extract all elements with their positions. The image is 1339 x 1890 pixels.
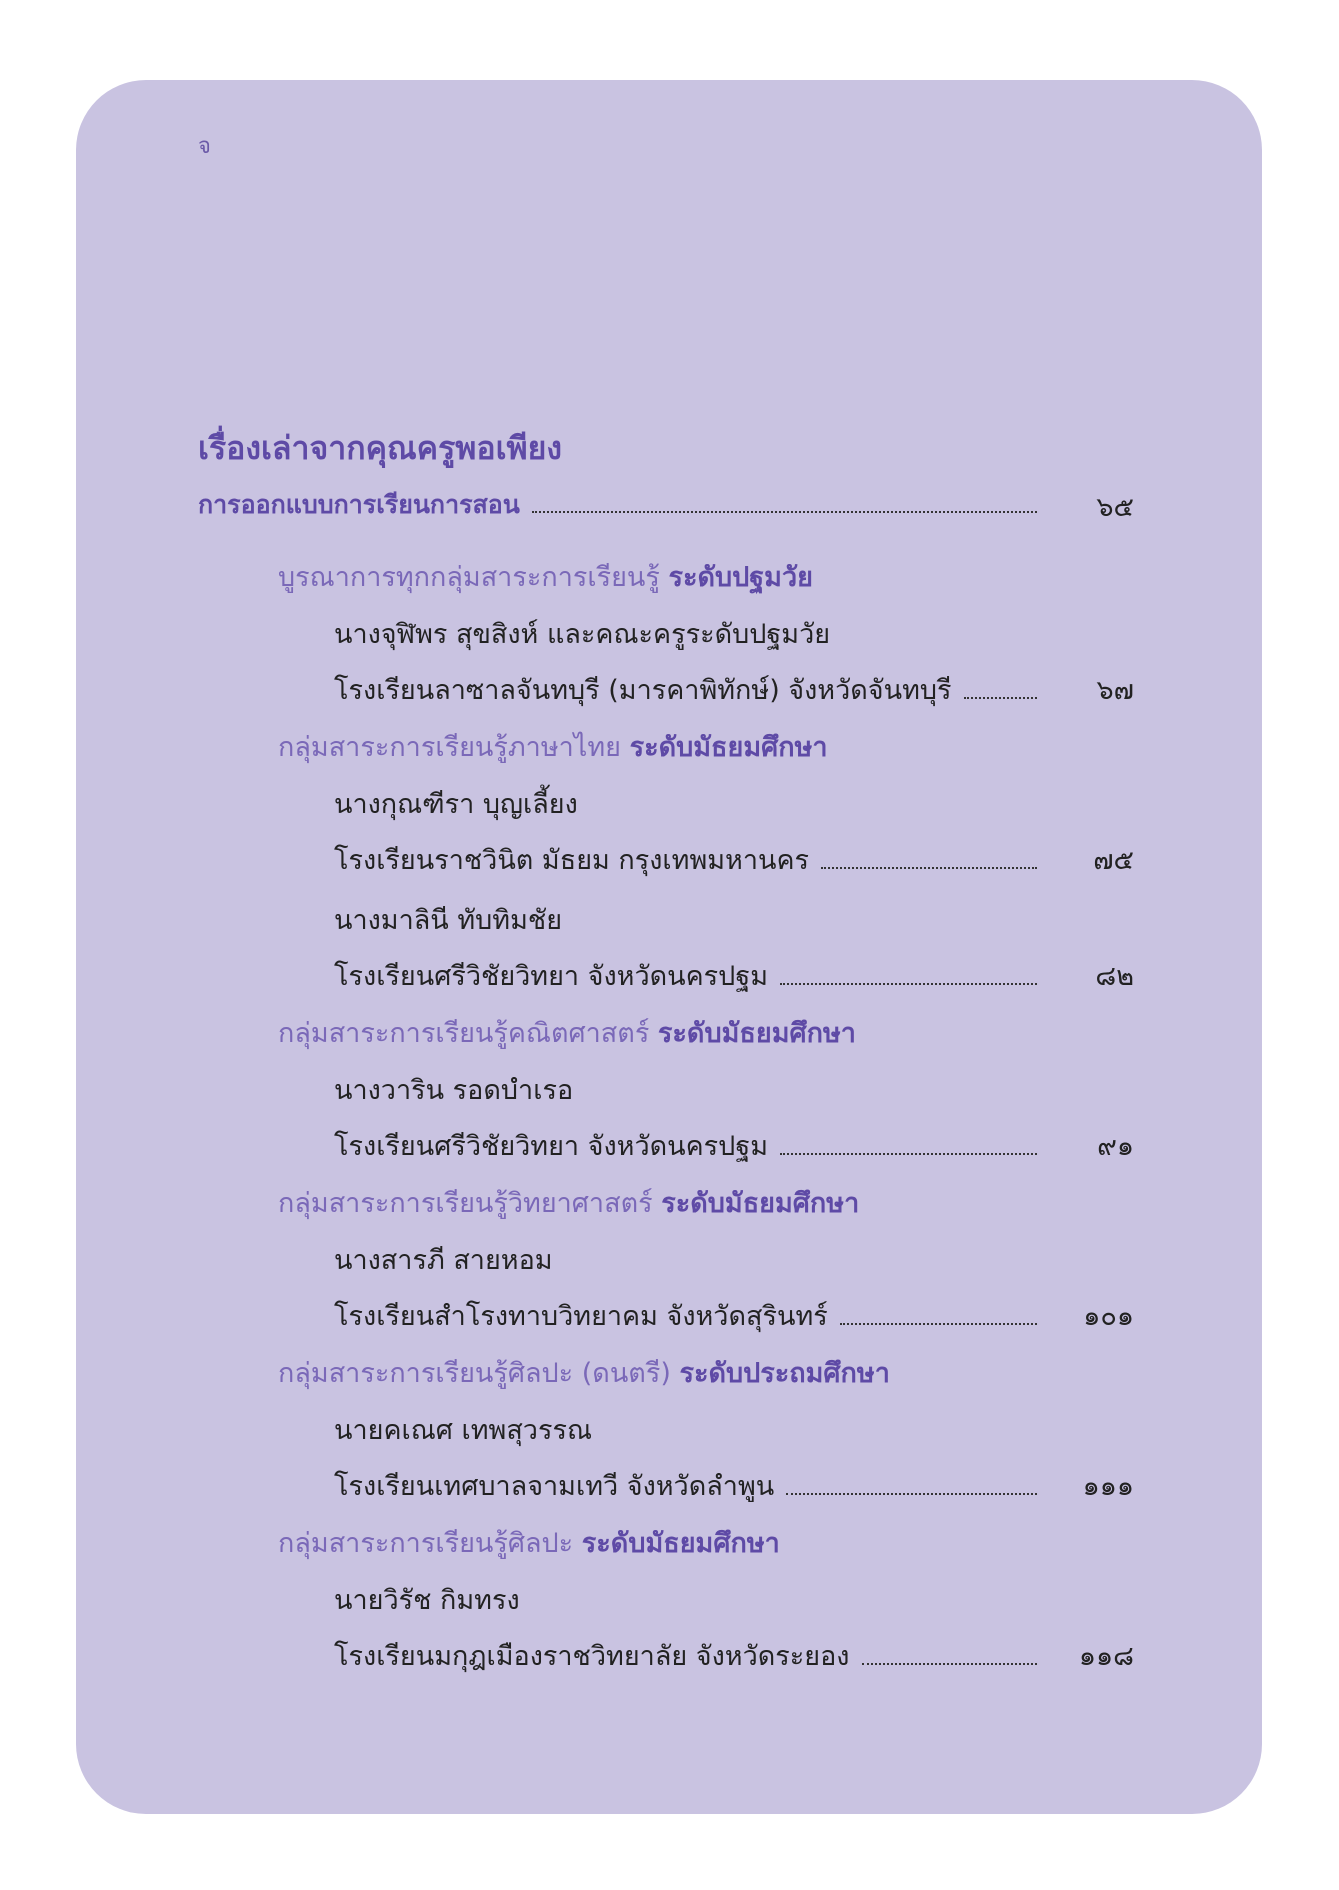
group-heading xyxy=(278,1011,856,1051)
entry-page-number: ๘๒ xyxy=(1095,961,1134,992)
teacher-name: นางวาริน รอดบำเรอ xyxy=(334,1075,574,1106)
group-subject: กลุ่มสาระการเรียนรู้ภาษาไทย xyxy=(278,732,621,763)
category-page-number: ๖๕ xyxy=(1096,492,1134,523)
group-subject: กลุ่มสาระการเรียนรู้วิทยาศาสตร์ xyxy=(278,1188,653,1219)
school-name: โรงเรียนศรีวิชัยวิทยา จังหวัดนครปฐม xyxy=(334,961,769,992)
school-name: โรงเรียนมกุฎเมืองราชวิทยาลัย จังหวัดระยอง xyxy=(334,1641,850,1672)
group-level: ระดับมัธยมศึกษา xyxy=(629,732,828,763)
school-name: โรงเรียนศรีวิชัยวิทยา จังหวัดนครปฐม xyxy=(334,1131,769,1162)
leader-dots xyxy=(840,1323,1037,1325)
teacher-name: นางสารภี สายหอม xyxy=(334,1245,553,1276)
group-level: ระดับมัธยมศึกษา xyxy=(657,1018,856,1049)
school-name: โรงเรียนราชวินิต มัธยม กรุงเทพมหานคร xyxy=(334,845,810,876)
entry-page-number: ๑๑๘ xyxy=(1078,1641,1134,1672)
toc-row xyxy=(0,1294,1047,1334)
teacher-name: นายคเณศ เทพสุวรรณ xyxy=(334,1415,593,1446)
toc-row xyxy=(0,485,1047,525)
entry-page-number: ๖๗ xyxy=(1096,675,1134,706)
leader-dots xyxy=(786,1493,1037,1495)
teacher-name: นางมาลินี ทับทิมชัย xyxy=(334,905,563,936)
school-name: โรงเรียนเทศบาลจามเทวี จังหวัดลำพูน xyxy=(334,1471,775,1502)
group-heading xyxy=(278,555,813,595)
group-level: ระดับมัธยมศึกษา xyxy=(661,1188,860,1219)
group-subject: บูรณาการทุกกลุ่มสาระการเรียนรู้ xyxy=(278,562,660,593)
toc-row xyxy=(0,838,1047,878)
teacher-name: นางจุฬิพร สุขสิงห์ และคณะครูระดับปฐมวัย xyxy=(334,619,831,650)
group-heading xyxy=(278,725,828,765)
toc-row xyxy=(0,954,1047,994)
category-title: การออกแบบการเรียนการสอน xyxy=(198,490,520,519)
group-level: ระดับประถมศึกษา xyxy=(679,1358,890,1389)
leader-dots xyxy=(964,697,1037,699)
group-heading xyxy=(278,1181,859,1221)
group-subject: กลุ่มสาระการเรียนรู้ศิลปะ (ดนตรี) xyxy=(278,1358,671,1389)
section-heading: เรื่องเล่าจากคุณครูพอเพียง xyxy=(198,429,562,467)
page-number-roman: จ xyxy=(198,134,211,159)
toc-row xyxy=(0,1634,1047,1674)
leader-dots xyxy=(780,983,1037,985)
group-heading xyxy=(278,1351,890,1391)
entry-page-number: ๑๐๑ xyxy=(1083,1301,1134,1332)
entry-page-number: ๑๑๑ xyxy=(1082,1471,1134,1502)
leader-dots xyxy=(821,867,1037,869)
group-level: ระดับปฐมวัย xyxy=(668,562,813,593)
group-subject: กลุ่มสาระการเรียนรู้คณิตศาสตร์ xyxy=(278,1018,650,1049)
group-subject: กลุ่มสาระการเรียนรู้ศิลปะ xyxy=(278,1528,574,1559)
group-level: ระดับมัธยมศึกษา xyxy=(581,1528,780,1559)
toc-row xyxy=(0,1464,1047,1504)
leader-dots xyxy=(780,1153,1037,1155)
school-name: โรงเรียนสำโรงทาบวิทยาคม จังหวัดสุรินทร์ xyxy=(334,1301,828,1332)
toc-row xyxy=(0,668,1047,708)
toc-row xyxy=(0,1124,1047,1164)
teacher-name: นายวิรัช กิมทรง xyxy=(334,1585,520,1616)
school-name: โรงเรียนลาซาลจันทบุรี (มารคาพิทักษ์) จังหวัดจันทบุรี xyxy=(334,675,952,706)
entry-page-number: ๗๕ xyxy=(1093,845,1134,876)
teacher-name: นางกุณฑีรา บุญเลี้ยง xyxy=(334,789,578,820)
leader-dots xyxy=(862,1663,1038,1665)
leader-dots xyxy=(532,511,1037,513)
entry-page-number: ๙๑ xyxy=(1097,1131,1134,1162)
group-heading xyxy=(278,1521,780,1561)
